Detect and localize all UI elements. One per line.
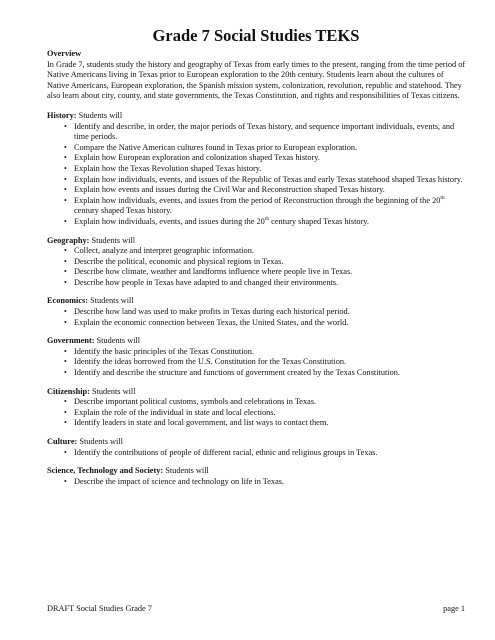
citizenship-section: [47, 387, 467, 429]
culture-heading: Culture: Students will: [47, 437, 123, 446]
bullet-icon: •: [64, 163, 67, 173]
geography-heading: Geography: Students will: [47, 235, 136, 245]
bullet-icon: •: [64, 357, 67, 367]
history-list: [47, 122, 467, 228]
overview-text: In Grade 7, students study the history and geography of Texas from early times to the present, ranging from the time period of Native Americans living in Texas prior to European exploration to the 20th century. Students learn about the cultures of Native Americans, European exploration, the Spanish mission system, colonization, revolution, republic and statehood. They also learn about city, county, and state governments, the Texas Constitution, and rights and responsibilities of Texas citizens.: [47, 59, 466, 101]
bullet-icon: •: [64, 142, 67, 152]
list-item: • Collect, analyze and interpret geographic information.: [64, 246, 254, 256]
citizenship-heading: Citizenship: Students will: [47, 386, 136, 396]
history-section: [47, 111, 467, 228]
list-item: • Describe important political customs, symbols and celebrations in Texas.: [64, 397, 317, 407]
list-item: • Compare the Native American cultures found in Texas prior to European exploration.: [64, 142, 358, 152]
list-item: • Identify and describe the structure and functions of government created by the Texas Constitution.: [64, 368, 400, 378]
bullet-icon: •: [64, 418, 67, 428]
bullet-icon: •: [64, 476, 67, 486]
list-item: • Identify the contributions of people of different racial, ethnic and religious groups in Texas.: [64, 447, 378, 457]
science-technology-society-heading: Science, Technology and Society: Students will: [47, 466, 209, 476]
list-item: • Explain the role of the individual in state and local elections.: [64, 407, 276, 417]
list-item: • Describe how people in Texas have adapted to and changed their environments.: [64, 277, 339, 287]
bullet-icon: •: [64, 195, 67, 205]
geography-section: [47, 236, 467, 289]
bullet-icon: •: [64, 256, 67, 266]
bullet-icon: •: [64, 216, 67, 226]
economics-heading: Economics: Students will: [47, 296, 134, 306]
list-item: • Describe the political, economic and physical regions in Texas.: [64, 256, 284, 266]
list-item: • Explain how individuals, events, and issues of the Republic of Texas and early Texas statehood shaped Texas history.: [64, 174, 463, 184]
page-number: page 1: [443, 604, 465, 613]
overview-section: [47, 49, 467, 102]
government-section: [47, 336, 467, 378]
list-item: • Identify leaders in state and local government, and list ways to contact them.: [64, 418, 329, 428]
list-item: • Explain how European exploration and colonization shaped Texas history.: [64, 153, 320, 163]
document-title: Grade 7 Social Studies TEKS: [152, 26, 360, 45]
government-list: [47, 347, 467, 379]
geography-list: [47, 246, 467, 288]
list-item: • Explain how the Texas Revolution shaped Texas history.: [64, 163, 262, 173]
economics-section: [47, 296, 467, 328]
page-footer: [47, 604, 467, 614]
bullet-icon: •: [64, 185, 67, 195]
citizenship-list: [47, 397, 467, 429]
history-heading: History: Students will: [47, 110, 123, 120]
footer-label: DRAFT Social Studies Grade 7: [47, 604, 152, 613]
science-technology-society-section: [47, 466, 467, 487]
bullet-icon: •: [64, 277, 67, 287]
culture-section: [47, 437, 467, 458]
bullet-icon: •: [64, 307, 67, 317]
list-item: • Describe the impact of science and technology on life in Texas.: [64, 476, 285, 486]
bullet-icon: •: [64, 397, 67, 407]
overview-heading: Overview: [47, 49, 82, 58]
bullet-icon: •: [64, 447, 67, 457]
list-item: • Explain how individuals, events, and issues during the 20th century shaped Texas history.: [64, 216, 369, 226]
bullet-icon: •: [64, 174, 67, 184]
list-item: • Explain how events and issues during the Civil War and Reconstruction shaped Texas history.: [64, 185, 385, 195]
government-heading: Government: Students will: [47, 336, 141, 346]
teks-sections: [47, 111, 467, 487]
list-item: • Describe how land was used to make profits in Texas during each historical period.: [64, 307, 350, 317]
list-item: • Identify and describe, in order, the major periods of Texas history, and sequence important individuals, events, and time periods.: [64, 121, 455, 142]
culture-list: [47, 448, 467, 459]
list-item: • Explain how individuals, events, and issues from the period of Reconstruction through the beginning of the 20th century shaped Texas history.: [64, 194, 445, 216]
bullet-icon: •: [64, 246, 67, 256]
bullet-icon: •: [64, 153, 67, 163]
economics-list: [47, 307, 467, 328]
bullet-icon: •: [64, 368, 67, 378]
list-item: • Identify the ideas borrowed from the U.S. Constitution for the Texas Constitution.: [64, 357, 347, 367]
science-technology-society-list: [47, 477, 467, 488]
list-item: • Explain the economic connection between Texas, the United States, and the world.: [64, 317, 349, 327]
list-item: • Identify the basic principles of the Texas Constitution.: [64, 346, 254, 356]
bullet-icon: •: [64, 407, 67, 417]
list-item: • Describe how climate, weather and landforms influence where people live in Texas.: [64, 267, 353, 277]
bullet-icon: •: [64, 121, 67, 131]
bullet-icon: •: [64, 317, 67, 327]
bullet-icon: •: [64, 267, 67, 277]
bullet-icon: •: [64, 346, 67, 356]
